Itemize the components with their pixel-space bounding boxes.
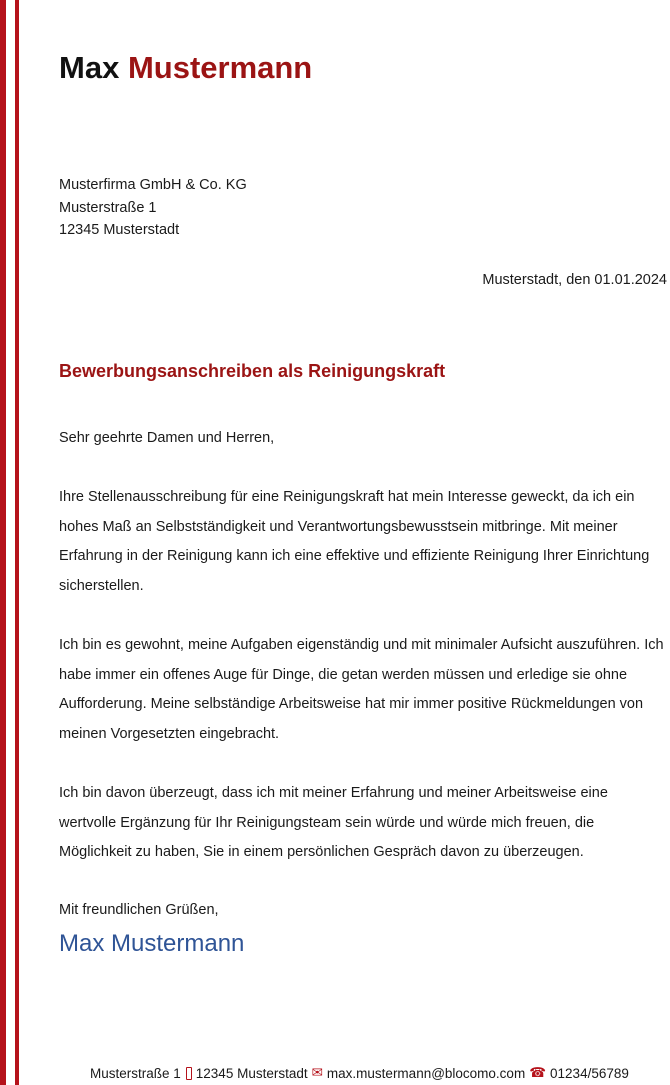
left-border-thick — [0, 0, 6, 1085]
subject-line: Bewerbungsanschreiben als Reinigungskraft — [59, 361, 446, 381]
phone-icon: ☎ — [529, 1065, 547, 1080]
location-icon — [186, 1067, 192, 1080]
header-name — [59, 50, 312, 86]
date-line: Musterstadt, den 01.01.2024 — [482, 272, 667, 288]
mail-icon: ✉ — [311, 1065, 323, 1080]
closing: Mit freundlichen Grüßen, — [59, 902, 219, 918]
header-first-name: Max — [59, 50, 120, 85]
footer-street: Musterstraße 1 — [90, 1065, 181, 1081]
signature: Max Mustermann — [59, 930, 245, 957]
recipient-address — [59, 174, 247, 242]
body-paragraph-2: Ich bin es gewohnt, meine Aufgaben eigenständig und mit minimaler Aufsicht auszuführen. Ich habe immer ein offenes Auge für Dinge, die getan werden müssen und erledige sie ohne Aufforderung. Meine selbständige Arbeitsweise hat mir immer positive Rückmeldungen von meinen Vorgesetzten eingebracht. — [59, 637, 664, 742]
footer-contact — [90, 1065, 629, 1081]
recipient-city: 12345 Musterstadt — [59, 222, 180, 238]
body-paragraph-1: Ihre Stellenausschreibung für eine Reinigungskraft hat mein Interesse geweckt, da ich ein hohes Maß an Selbstständigkeit und Verantwortungsbewusstsein mitbringe. Mit meiner Erfahrung in der Reinigung kann ich eine effektive und effiziente Reinigung Ihrer Einrichtung sicherstellen. — [59, 489, 650, 594]
footer-city: 12345 Musterstadt — [195, 1065, 308, 1081]
recipient-company: Musterfirma GmbH & Co. KG — [59, 177, 247, 193]
recipient-street: Musterstraße 1 — [59, 199, 157, 216]
footer-email: max.mustermann@blocomo.com — [326, 1065, 526, 1081]
body-paragraph-3: Ich bin davon überzeugt, dass ich mit meiner Erfahrung und meiner Arbeitsweise eine wertvolle Ergänzung für Ihr Reinigungsteam sein würde und würde mich freuen, die Möglichkeit zu haben, Sie in einem persönlichen Gespräch davon zu überzeugen. — [59, 785, 608, 860]
footer-phone: 01234/56789 — [550, 1065, 629, 1081]
left-border-thin — [15, 0, 19, 1085]
header-last-name: Mustermann — [127, 50, 313, 85]
salutation: Sehr geehrte Damen und Herren, — [59, 430, 275, 446]
